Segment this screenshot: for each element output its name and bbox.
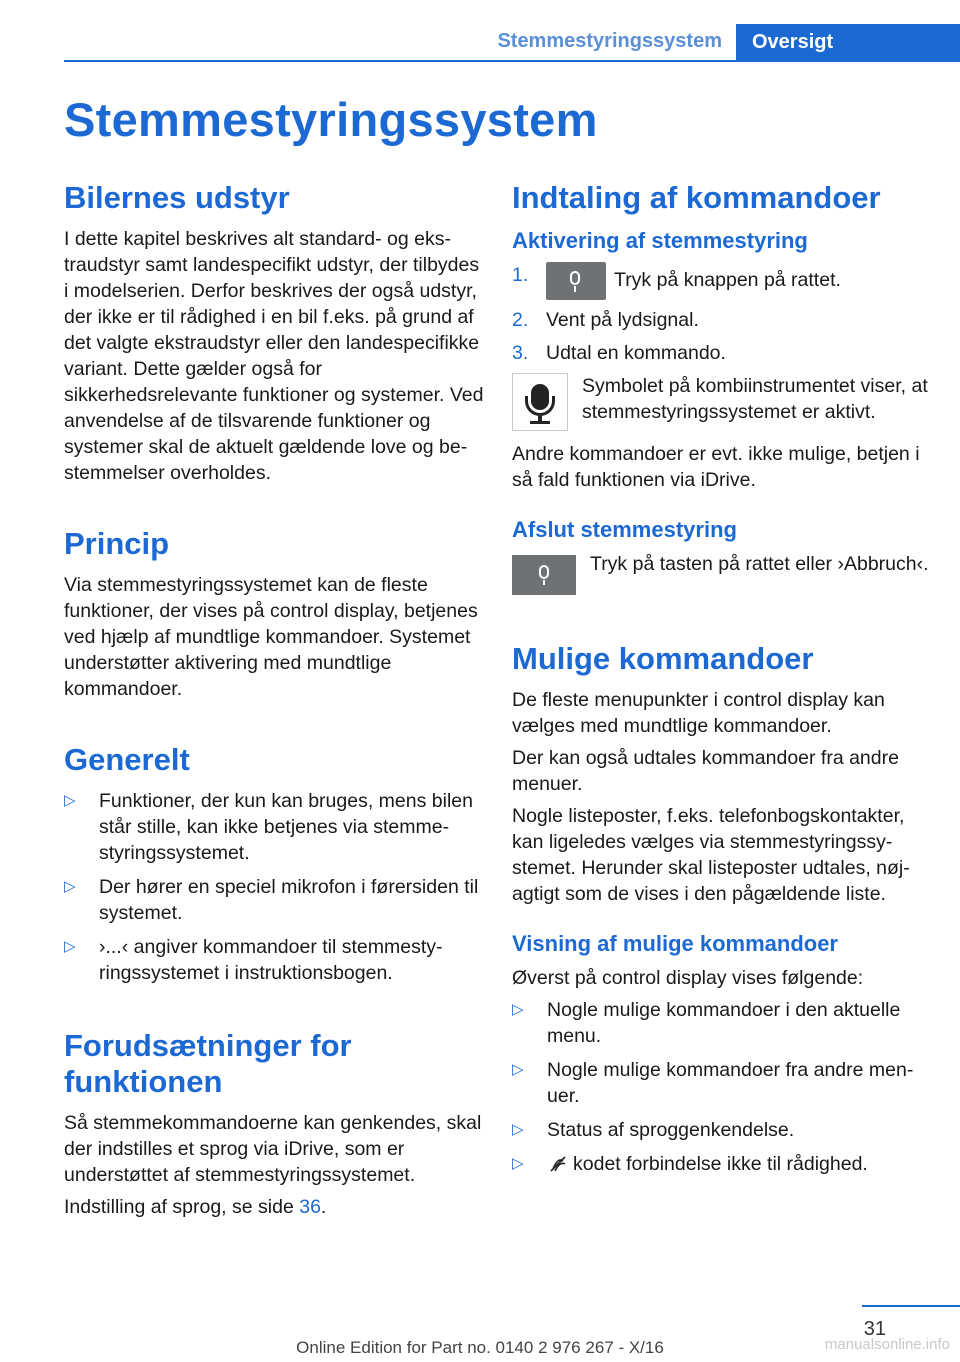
afslut-text: Tryk på tasten på rattet eller ›Abbruch‹. [590,553,929,575]
watermark: manualsonline.info [824,1336,950,1353]
page-number: 31 [863,1318,886,1340]
visning-heading: Visning af mulige kommandoer [512,931,838,956]
princip-text: Via stemmestyringssystemet kan de fleste funktioner, der vises på control display, betjenes ved hjælp af mundtlige kommandoer. Systemet understøtter aktivering med mundtlige kommandoer. [64,574,478,700]
steps-list [512,262,932,366]
generelt-heading: Generelt [64,742,190,777]
equip-heading: Bilernes udstyr [64,180,290,215]
aktivering-heading: Aktivering af stemmestyring [512,228,808,253]
right-column [512,180,932,1185]
steering-wheel-voice-button-icon [546,262,606,300]
afslut-row [512,551,932,595]
forud-heading: Forudsætninger for funktionen [64,1028,352,1099]
page-link[interactable]: 36 [299,1196,321,1218]
equip-text: I dette kapitel beskrives alt standard- og ekstraudstyr samt landespecifikt udstyr, der tilbydes i modelserien. Derfor beskrives der også udstyr, der ikke er til rådighed i en bil f.eks. på grund af det valgte ekstraudstyr eller den landespecifikke variant. Dette gælder også for sikkerhedsrelevante funktioner og systemer. Ved anvendelse af de tilsvarende funktioner og systemer skal de aktuelt gældende love og bestemmelser overholdes. [64,228,484,484]
triangle-bullet-icon: ▷ [64,792,76,809]
list-item: ▷ ›...‹ angiver kommandoer til stemmestyringssystemet i instruktionsbogen. [64,936,443,984]
mulige-p3: Nogle listeposter, f.eks. telefonbogskontakter, kan ligeledes vælges via stemmestyringssystemet. Herunder skal listeposter udtales, nøjagtigt som de vises i den pågældende liste. [512,805,910,905]
mulige-p2: Der kan også udtales kommandoer fra andre menuer. [512,747,899,795]
header-rule [64,60,960,62]
symbol-row [512,373,932,431]
andre-text: Andre kommandoer er evt. ikke mulige, betjen i så fald funktionen via iDrive. [512,443,920,491]
list-item: ▷ kodet forbindelse ikke til rådighed. [512,1153,868,1175]
triangle-bullet-icon: ▷ [64,938,76,955]
list-item: ▷ Nogle mulige kommandoer i den aktuelle menu. [512,999,901,1047]
mulige-heading: Mulige kommandoer [512,641,814,676]
afslut-heading: Afslut stemmestyring [512,517,737,542]
list-item: ▷ Der hører en speciel mikrofon i førersiden til systemet. [64,876,479,924]
microphone-icon [512,373,568,431]
footer-edition: Online Edition for Part no. 0140 2 976 267 - X/16 [296,1338,664,1357]
list-item: ▷ Status af sproggenkendelse. [512,1119,795,1141]
list-item: ▷ Funktioner, der kun kan bruges, mens bilen står stille, kan ikke betjenes via stemmestyringssystemet. [64,790,473,864]
triangle-bullet-icon: ▷ [512,1061,524,1078]
step-item: 1. Tryk på knappen på rattet. [512,262,932,300]
steering-wheel-voice-button-icon [512,555,576,595]
triangle-bullet-icon: ▷ [512,1001,524,1018]
sprog-text: Indstilling af sprog, se side 36. [64,1196,327,1218]
visning-list [512,997,932,1177]
visning-text: Øverst på control display vises følgende: [512,967,864,989]
step-item: 3. Udtal en kommando. [512,342,726,364]
forud-text: Så stemmekommandoerne kan genkendes, skal der indstilles et sprog via iDrive, som er understøttet af stemmestyringssystemet. [64,1112,482,1186]
footer-rule [862,1305,960,1307]
triangle-bullet-icon: ▷ [512,1121,524,1138]
no-connection-icon [549,1154,567,1172]
generelt-list [64,788,484,986]
left-column [64,180,484,1226]
mulige-p1: De fleste menupunkter i control display kan vælges med mundtlige kommandoer. [512,689,885,737]
header-section-title: Stemmestyringssystem [497,30,722,52]
step-item: 2. Vent på lydsignal. [512,309,699,331]
symbol-text: Symbolet på kombiinstrumentet viser, at stemmestyringssystemet er aktivt. [582,375,928,423]
triangle-bullet-icon: ▷ [512,1155,524,1172]
indtaling-heading: Indtaling af kommandoer [512,180,881,215]
princip-heading: Princip [64,526,170,561]
header-tab: Oversigt [736,24,960,62]
list-item: ▷ Nogle mulige kommandoer fra andre menuer. [512,1059,914,1107]
page-title: Stemmestyringssystem [64,93,598,146]
triangle-bullet-icon: ▷ [64,878,76,895]
